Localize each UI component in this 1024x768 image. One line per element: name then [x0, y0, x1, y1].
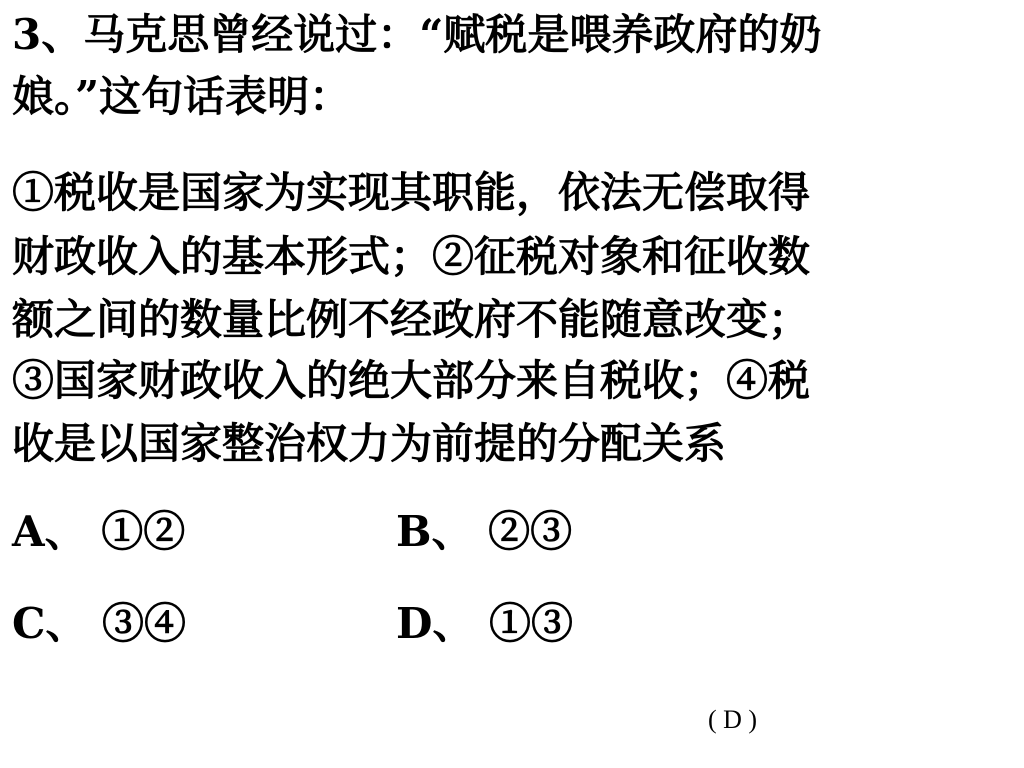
question-line-2: 娘。”这句话表明：	[12, 72, 352, 121]
statement-line-4: ③国家财政收入的绝大部分来自税收；④税	[12, 356, 811, 405]
statement-line-3: 额之间的数量比例不经政府不能随意改变；	[12, 295, 811, 344]
question-line-1: 3、马克思曾经说过：“赋税是喂养政府的奶	[12, 10, 822, 59]
statement-line-1: ①税收是国家为实现其职能，依法无偿取得	[12, 168, 811, 217]
answer-label: ( D )	[708, 705, 758, 734]
option-b: B、 ②③	[396, 507, 573, 556]
statement-line-2: 财政收入的基本形式；②征税对象和征收数	[12, 232, 811, 281]
option-a: A、 ①②	[12, 507, 186, 556]
option-d: D、 ①③	[396, 599, 574, 648]
statement-line-5: 收是以国家整治权力为前提的分配关系	[12, 419, 727, 468]
option-c: C、 ③④	[12, 599, 187, 648]
